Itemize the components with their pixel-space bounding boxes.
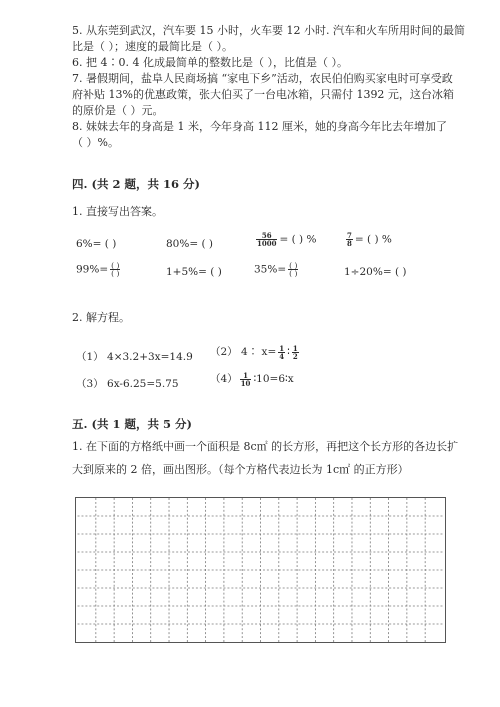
equation-1: （1） 4×3.2+3x=14.9 (76, 351, 193, 363)
fraction-1-4: $\frac{1}{4}$ (279, 343, 285, 361)
q7-line3: 的原价是（ ）元。 (72, 104, 164, 117)
section4-heading: 四. (共 2 题，共 16 分) (72, 177, 200, 191)
equation-3: （3） 6x-6.25=5.75 (76, 378, 179, 390)
calc-1-div-20-percent: 1÷20%= ( ) (344, 266, 407, 278)
q7-line2: 府补贴 13%的优惠政策，张大伯买了一台电冰箱，只需付 1392 元，这台冰箱 (72, 88, 454, 101)
calc-7-over-8: $\frac{7}{8}$ = ( ) % (347, 231, 392, 248)
fraction-1-2: $\frac{1}{2}$ (292, 343, 298, 361)
q5-line1: 5. 从东莞到武汉，汽车要 15 小时，火车要 12 小时. 汽车和火车所用时间的最简 (72, 24, 465, 37)
q8-line1: 8. 妹妹去年的身高是 1 米，今年身高 112 厘米，她的身高今年比去年增加了 (72, 120, 447, 133)
q8-line2: （ ）%。 (72, 136, 119, 149)
fraction-56-1000: $\frac{56}{1000}$ (257, 231, 277, 248)
grid-task-line1: 1. 在下面的方格纸中画一个面积是 8c㎡ 的长方形，再把这个长方形的各边长扩 (72, 440, 459, 453)
calc-6-percent: 6%= ( ) (76, 238, 117, 250)
blank-fraction: $\frac{( )}{( )}$ (111, 261, 120, 278)
calc-80-percent: 80%= ( ) (166, 238, 214, 250)
equation-2: （2） 4∶ x= $\frac{1}{4}$ ∶ $\frac{1}{2}$ (210, 343, 298, 361)
section5-heading: 五. (共 1 题，共 5 分) (72, 417, 192, 431)
grid-task-line2: 大到原来的 2 倍，画出图形。（每个方格代表边长为 1c㎡ 的正方形） (72, 463, 409, 476)
q5-line2: 比是（ ）；速度的最简比是（ ）。 (72, 40, 233, 53)
q6-line: 6. 把 4∶0. 4 化成最简单的整数比是（ ），比值是（ ）。 (72, 56, 348, 69)
q7-line1: 7. 暑假期间，盐阜人民商场搞 “家电下乡”活动，农民伯伯购买家电时可享受政 (72, 72, 453, 85)
fraction-7-8: $\frac{7}{8}$ (347, 231, 352, 248)
calc-1-plus-5-percent: 1+5%= ( ) (166, 266, 222, 278)
equation-4: （4） $\frac{1}{10}$ ∶10=6∶x (210, 370, 294, 388)
calc-35-percent: 35%= $\frac{( )}{( )}$ (254, 261, 298, 278)
calc-99-percent: 99%= $\frac{( )}{( )}$ (76, 261, 120, 278)
square-grid-paper[interactable] (75, 497, 446, 643)
fraction-1-10: $\frac{1}{10}$ (240, 370, 251, 388)
calc-56-over-1000: $\frac{56}{1000}$ = ( ) % (257, 231, 317, 248)
direct-answers-title: 1. 直接写出答案。 (72, 205, 163, 218)
blank-fraction: $\frac{( )}{( )}$ (289, 261, 298, 278)
solve-equations-title: 2. 解方程。 (72, 311, 130, 324)
